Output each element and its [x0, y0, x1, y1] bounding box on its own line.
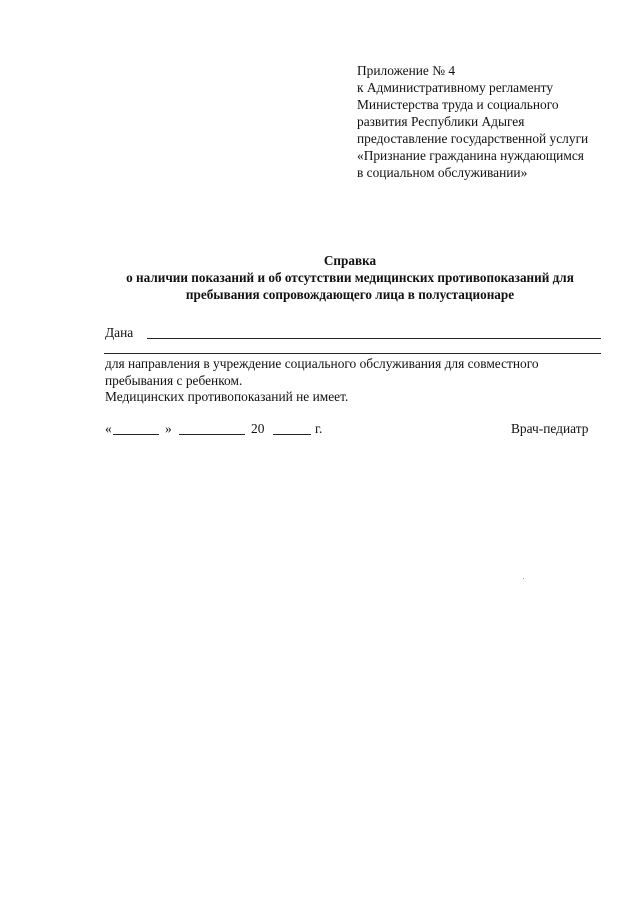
appendix-line: «Признание гражданина нуждающимся	[357, 148, 584, 163]
body-line: для направления в учреждение социального обслуживания для совместного	[105, 356, 539, 371]
appendix-number: Приложение № 4	[357, 63, 456, 78]
certificate-subtitle-line: о наличии показаний и об отсутствии медицинских противопоказаний для	[126, 270, 574, 285]
no-contraindications-statement: Медицинских противопоказаний не имеет.	[105, 389, 349, 404]
body-line: пребывания с ребенком.	[105, 372, 243, 388]
appendix-line: предоставление государственной услуги	[357, 131, 589, 146]
given-to-row	[105, 324, 601, 342]
certificate-heading: Справка	[323, 253, 377, 268]
recipient-name-field[interactable]	[147, 338, 601, 339]
appendix-header	[357, 62, 627, 181]
given-label: Дана	[105, 325, 134, 340]
year-prefix: 20	[251, 421, 265, 436]
close-quote: »	[165, 421, 172, 436]
certificate-title	[90, 252, 610, 303]
appendix-line: к Административному регламенту	[357, 80, 554, 95]
certificate-subtitle-line: пребывания сопровождающего лица в полустационаре	[185, 287, 515, 302]
day-field[interactable]	[113, 434, 159, 435]
year-suffix: г.	[315, 421, 323, 436]
certificate-body	[105, 356, 605, 406]
date-signature-row	[105, 420, 595, 440]
open-quote: «	[105, 421, 112, 436]
year-field[interactable]	[273, 434, 311, 435]
appendix-line: развития Республики Адыгея	[357, 114, 525, 129]
month-field[interactable]	[179, 434, 245, 435]
appendix-line: Министерства труда и социального	[357, 97, 559, 112]
signer-title: Врач-педиатр	[511, 421, 589, 436]
recipient-name-field-continuation[interactable]	[104, 353, 601, 354]
appendix-line: в социальном обслуживании»	[357, 165, 528, 180]
scan-artifact	[523, 578, 524, 579]
